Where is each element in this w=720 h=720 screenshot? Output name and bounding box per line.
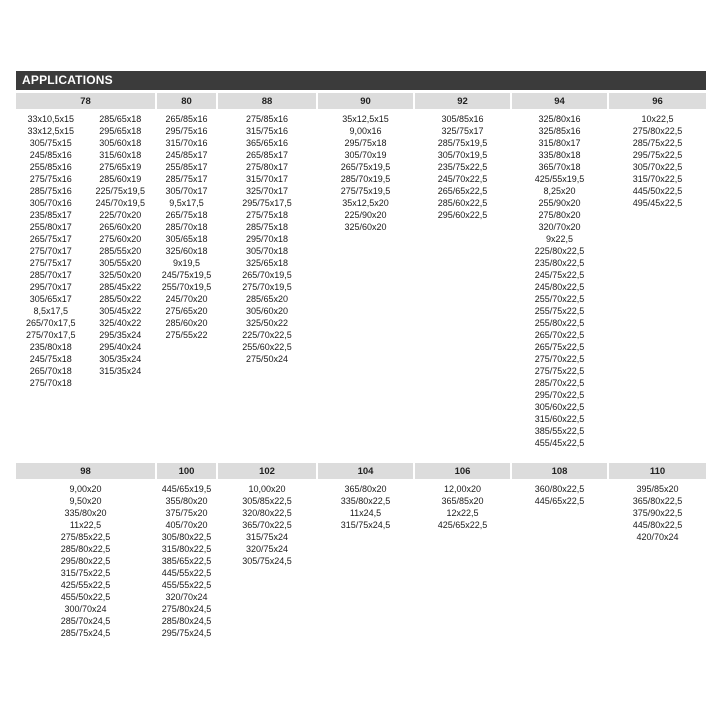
tire-size: 305/60x18 bbox=[99, 138, 142, 148]
tire-size: 285/70x22,5 bbox=[534, 378, 585, 388]
tire-size: 295/75x22,5 bbox=[632, 150, 683, 160]
size-cell bbox=[317, 479, 414, 639]
tire-size: 325/70x17 bbox=[245, 186, 289, 196]
load-index-header: 80 bbox=[156, 93, 217, 109]
size-cell bbox=[608, 479, 706, 639]
tire-size: 225/90x20 bbox=[344, 210, 387, 220]
tire-size: 265/75x18 bbox=[165, 210, 208, 220]
tire-size: 33x12,5x15 bbox=[27, 126, 75, 136]
tire-size: 305/75x24,5 bbox=[242, 556, 292, 566]
tire-size: 285/80x24,5 bbox=[161, 616, 212, 626]
size-cell bbox=[16, 109, 156, 449]
tire-size: 285/55x20 bbox=[99, 246, 142, 256]
size-list bbox=[218, 113, 316, 365]
tire-size: 295/35x24 bbox=[99, 330, 142, 340]
tire-size: 495/45x22,5 bbox=[632, 198, 683, 208]
tire-size: 425/55x19,5 bbox=[534, 174, 585, 184]
size-list bbox=[218, 483, 316, 567]
tire-size: 375/75x20 bbox=[165, 508, 208, 518]
tire-size: 245/75x18 bbox=[29, 354, 72, 364]
tire-size: 275/75x19,5 bbox=[340, 186, 391, 196]
sizes-row bbox=[16, 479, 706, 639]
tire-size: 9,00x16 bbox=[349, 126, 382, 136]
tire-size: 455/55x22,5 bbox=[161, 580, 212, 590]
load-index-header: 94 bbox=[511, 93, 608, 109]
tire-size: 245/70x19,5 bbox=[95, 198, 146, 208]
tire-size: 285/45x22 bbox=[99, 282, 142, 292]
tire-size: 305/65x17 bbox=[29, 294, 72, 304]
tire-size: 325/85x16 bbox=[538, 126, 581, 136]
tire-size: 285/75x16 bbox=[29, 186, 72, 196]
tire-size: 9x22,5 bbox=[545, 234, 574, 244]
tire-size: 315/35x24 bbox=[99, 366, 142, 376]
tire-size: 11x22,5 bbox=[69, 520, 102, 530]
tire-size: 245/85x16 bbox=[29, 150, 72, 160]
tire-size: 275/80x20 bbox=[538, 210, 581, 220]
tire-size: 325/40x22 bbox=[99, 318, 142, 328]
tire-size: 285/75x19,5 bbox=[437, 138, 488, 148]
tire-size: 300/70x24 bbox=[64, 604, 107, 614]
tire-size: 315/70x17 bbox=[245, 174, 289, 184]
tire-size: 305/70x19,5 bbox=[437, 150, 488, 160]
size-list bbox=[609, 483, 706, 543]
tire-size: 315/80x17 bbox=[538, 138, 581, 148]
tire-size: 315/75x16 bbox=[245, 126, 289, 136]
size-list bbox=[318, 483, 413, 531]
tire-size: 295/70x18 bbox=[245, 234, 289, 244]
tire-size: 335/80x18 bbox=[538, 150, 581, 160]
tire-size: 8,25x20 bbox=[543, 186, 576, 196]
tire-size: 305/70x16 bbox=[29, 198, 72, 208]
tire-size: 425/55x22,5 bbox=[60, 580, 111, 590]
size-list bbox=[512, 483, 607, 507]
tire-size: 385/55x22,5 bbox=[534, 426, 585, 436]
tire-size: 305/70x19 bbox=[344, 150, 387, 160]
tire-size: 275/80x22,5 bbox=[632, 126, 683, 136]
tire-size: 285/65x20 bbox=[245, 294, 289, 304]
tire-size: 8,5x17,5 bbox=[33, 306, 69, 316]
tire-size: 255/70x22,5 bbox=[534, 294, 585, 304]
size-cell bbox=[414, 479, 511, 639]
size-list bbox=[318, 113, 413, 233]
tire-size: 285/70x24,5 bbox=[60, 616, 111, 626]
tire-size: 255/85x17 bbox=[165, 162, 208, 172]
size-cell bbox=[414, 109, 511, 449]
tire-size: 255/90x20 bbox=[538, 198, 581, 208]
tire-size: 305/70x22,5 bbox=[632, 162, 683, 172]
tire-size: 305/60x20 bbox=[245, 306, 289, 316]
load-index-header: 98 bbox=[16, 463, 156, 479]
tire-size: 305/60x22,5 bbox=[534, 402, 585, 412]
size-cell bbox=[156, 479, 217, 639]
tire-size: 320/80x22,5 bbox=[242, 508, 292, 518]
tire-size: 225/75x19,5 bbox=[95, 186, 146, 196]
size-cell bbox=[511, 479, 608, 639]
tire-size: 245/70x22,5 bbox=[437, 174, 488, 184]
tire-size: 405/70x20 bbox=[165, 520, 208, 530]
size-cell bbox=[156, 109, 217, 449]
tire-size: 275/80x17 bbox=[245, 162, 289, 172]
tire-size: 295/80x22,5 bbox=[60, 556, 111, 566]
tire-size: 445/50x22,5 bbox=[632, 186, 683, 196]
tire-size: 355/80x20 bbox=[165, 496, 208, 506]
tire-size: 285/70x19,5 bbox=[340, 174, 391, 184]
tire-size: 325/60x20 bbox=[344, 222, 387, 232]
tire-size: 285/75x24,5 bbox=[60, 628, 111, 638]
tire-size: 315/70x16 bbox=[165, 138, 208, 148]
tire-size: 245/80x22,5 bbox=[534, 282, 585, 292]
tire-size: 285/75x17 bbox=[165, 174, 208, 184]
tire-size: 285/60x20 bbox=[165, 318, 208, 328]
tire-size: 395/85x20 bbox=[636, 484, 679, 494]
tire-size: 295/75x24,5 bbox=[161, 628, 212, 638]
load-index-header: 102 bbox=[217, 463, 317, 479]
tire-size: 295/75x16 bbox=[165, 126, 208, 136]
tire-size: 265/85x17 bbox=[245, 150, 289, 160]
tire-size: 275/65x20 bbox=[165, 306, 208, 316]
tire-size: 305/55x20 bbox=[99, 258, 142, 268]
tire-size: 305/85x16 bbox=[441, 114, 484, 124]
tire-size: 305/70x18 bbox=[245, 246, 289, 256]
tire-size: 275/75x18 bbox=[245, 210, 289, 220]
size-list bbox=[512, 113, 607, 449]
tire-size: 325/50x20 bbox=[99, 270, 142, 280]
tire-size: 305/45x22 bbox=[99, 306, 142, 316]
tire-size: 305/70x17 bbox=[165, 186, 208, 196]
tire-size: 275/85x22,5 bbox=[60, 532, 111, 542]
load-index-header: 90 bbox=[317, 93, 414, 109]
tire-size: 295/70x22,5 bbox=[534, 390, 585, 400]
tire-size: 445/65x22,5 bbox=[534, 496, 585, 506]
sizes-row bbox=[16, 109, 706, 449]
tire-size: 265/70x22,5 bbox=[534, 330, 585, 340]
tire-size: 275/80x24,5 bbox=[161, 604, 212, 614]
tire-size: 235/75x22,5 bbox=[437, 162, 488, 172]
tire-size: 265/70x18 bbox=[29, 366, 72, 376]
tire-size: 320/70x24 bbox=[165, 592, 208, 602]
tire-size: 275/65x19 bbox=[99, 162, 142, 172]
tire-size: 9,50x20 bbox=[69, 496, 102, 506]
tire-size: 295/40x24 bbox=[99, 342, 142, 352]
tire-size: 285/60x19 bbox=[99, 174, 142, 184]
load-index-header: 104 bbox=[317, 463, 414, 479]
tire-size: 235/80x22,5 bbox=[534, 258, 585, 268]
size-list bbox=[157, 483, 216, 639]
tire-size: 315/75x22,5 bbox=[60, 568, 111, 578]
tire-size: 265/75x17 bbox=[29, 234, 72, 244]
tire-size: 305/85x22,5 bbox=[242, 496, 292, 506]
tire-size: 235/80x18 bbox=[29, 342, 72, 352]
tire-size: 365/70x22,5 bbox=[242, 520, 292, 530]
tire-size: 360/80x22,5 bbox=[534, 484, 585, 494]
tire-size: 275/70x17,5 bbox=[25, 330, 76, 340]
tire-size: 35x12,5x15 bbox=[342, 114, 389, 124]
load-index-header: 106 bbox=[414, 463, 511, 479]
tire-size: 325/75x17 bbox=[441, 126, 484, 136]
tire-size: 10x22,5 bbox=[641, 114, 674, 124]
tire-size: 305/75x15 bbox=[29, 138, 72, 148]
tire-size: 225/70x20 bbox=[99, 210, 142, 220]
load-index-header: 108 bbox=[511, 463, 608, 479]
load-index-header: 110 bbox=[608, 463, 706, 479]
tire-size: 225/80x22,5 bbox=[534, 246, 585, 256]
tire-size: 295/75x17,5 bbox=[242, 198, 292, 208]
tire-size: 12x22,5 bbox=[446, 508, 479, 518]
tire-size: 295/60x22,5 bbox=[437, 210, 488, 220]
tire-size: 285/50x22 bbox=[99, 294, 142, 304]
tire-size: 295/70x17 bbox=[29, 282, 72, 292]
load-index-header: 96 bbox=[608, 93, 706, 109]
tire-size: 315/75x24,5 bbox=[340, 520, 391, 530]
tire-size: 35x12,5x20 bbox=[342, 198, 389, 208]
tire-size: 11x24,5 bbox=[349, 508, 382, 518]
load-index-table-1 bbox=[16, 93, 706, 449]
tire-size: 320/75x24 bbox=[245, 544, 289, 554]
tire-size: 385/65x22,5 bbox=[161, 556, 212, 566]
tire-size: 365/65x16 bbox=[245, 138, 289, 148]
size-list bbox=[86, 113, 156, 389]
size-list bbox=[16, 483, 155, 639]
load-index-header: 100 bbox=[156, 463, 217, 479]
tire-size: 245/75x19,5 bbox=[161, 270, 212, 280]
size-cell bbox=[317, 109, 414, 449]
tire-size: 305/65x18 bbox=[165, 234, 208, 244]
tire-size: 335/80x22,5 bbox=[340, 496, 391, 506]
tire-size: 275/75x16 bbox=[29, 174, 72, 184]
tire-size: 420/70x24 bbox=[636, 532, 679, 542]
header-row bbox=[16, 93, 706, 109]
tire-size: 285/75x18 bbox=[245, 222, 289, 232]
size-cell bbox=[608, 109, 706, 449]
size-list bbox=[415, 113, 510, 221]
tire-size: 275/70x17 bbox=[29, 246, 72, 256]
load-index-header: 88 bbox=[217, 93, 317, 109]
tire-size: 265/70x19,5 bbox=[242, 270, 292, 280]
tire-size: 265/75x22,5 bbox=[534, 342, 585, 352]
tire-size: 9x19,5 bbox=[172, 258, 201, 268]
size-list bbox=[16, 113, 86, 389]
tire-size: 315/60x18 bbox=[99, 150, 142, 160]
tire-size: 275/85x16 bbox=[245, 114, 289, 124]
tire-size: 275/70x18 bbox=[29, 378, 72, 388]
tire-size: 265/65x22,5 bbox=[437, 186, 488, 196]
tire-size: 255/85x16 bbox=[29, 162, 72, 172]
size-cell bbox=[511, 109, 608, 449]
tire-size: 235/85x17 bbox=[29, 210, 72, 220]
tire-size: 375/90x22,5 bbox=[632, 508, 683, 518]
tire-size: 33x10,5x15 bbox=[27, 114, 75, 124]
tire-size: 335/80x20 bbox=[64, 508, 107, 518]
tire-size: 285/70x17 bbox=[29, 270, 72, 280]
size-list bbox=[415, 483, 510, 531]
tire-size: 255/60x22,5 bbox=[242, 342, 292, 352]
size-cell bbox=[217, 109, 317, 449]
tire-size: 285/60x22,5 bbox=[437, 198, 488, 208]
tire-size: 245/75x22,5 bbox=[534, 270, 585, 280]
tire-size: 325/50x22 bbox=[245, 318, 289, 328]
tire-size: 455/45x22,5 bbox=[534, 438, 585, 448]
size-cell bbox=[16, 479, 156, 639]
tire-size: 305/80x22,5 bbox=[161, 532, 212, 542]
tire-size: 265/60x20 bbox=[99, 222, 142, 232]
tire-size: 365/80x20 bbox=[344, 484, 387, 494]
load-index-table-2 bbox=[16, 463, 706, 639]
header-row bbox=[16, 463, 706, 479]
tire-size: 9,5x17,5 bbox=[169, 198, 204, 208]
tire-size: 245/70x20 bbox=[165, 294, 208, 304]
tire-size: 265/70x17,5 bbox=[25, 318, 76, 328]
tire-size: 255/80x17 bbox=[29, 222, 72, 232]
load-index-header: 78 bbox=[16, 93, 156, 109]
tire-size: 315/80x22,5 bbox=[161, 544, 212, 554]
tire-size: 9,00x20 bbox=[69, 484, 102, 494]
tire-size: 285/80x22,5 bbox=[60, 544, 111, 554]
tire-size: 445/55x22,5 bbox=[161, 568, 212, 578]
tire-size: 265/85x16 bbox=[165, 114, 208, 124]
tire-size: 305/35x24 bbox=[99, 354, 142, 364]
load-index-header: 92 bbox=[414, 93, 511, 109]
tire-size: 10,00x20 bbox=[248, 484, 286, 494]
tire-size: 315/70x22,5 bbox=[632, 174, 683, 184]
tire-size: 445/80x22,5 bbox=[632, 520, 683, 530]
tire-size: 275/70x19,5 bbox=[242, 282, 292, 292]
tire-size: 365/70x18 bbox=[538, 162, 581, 172]
size-list bbox=[157, 113, 216, 341]
tire-size: 365/80x22,5 bbox=[632, 496, 683, 506]
tire-size: 12,00x20 bbox=[443, 484, 482, 494]
size-list bbox=[609, 113, 706, 209]
tire-size: 275/75x22,5 bbox=[534, 366, 585, 376]
applications-header: APPLICATIONS bbox=[16, 71, 706, 90]
tire-size: 275/75x17 bbox=[29, 258, 72, 268]
tire-size: 325/60x18 bbox=[165, 246, 208, 256]
tire-size: 295/75x18 bbox=[344, 138, 387, 148]
size-cell bbox=[217, 479, 317, 639]
tire-size: 285/70x18 bbox=[165, 222, 208, 232]
tire-size: 365/85x20 bbox=[441, 496, 484, 506]
tire-size: 275/60x20 bbox=[99, 234, 142, 244]
tire-size: 285/75x22,5 bbox=[632, 138, 683, 148]
tire-size: 255/75x22,5 bbox=[534, 306, 585, 316]
tire-size: 315/75x24 bbox=[245, 532, 289, 542]
tire-size: 275/50x24 bbox=[245, 354, 289, 364]
tire-size: 425/65x22,5 bbox=[437, 520, 488, 530]
tire-size: 325/65x18 bbox=[245, 258, 289, 268]
tire-size: 275/55x22 bbox=[165, 330, 208, 340]
tire-size: 320/70x20 bbox=[538, 222, 581, 232]
tire-size: 455/50x22,5 bbox=[60, 592, 111, 602]
tire-size: 265/75x19,5 bbox=[340, 162, 391, 172]
tire-size: 225/70x22,5 bbox=[242, 330, 292, 340]
tire-size: 325/80x16 bbox=[538, 114, 581, 124]
tire-size: 285/65x18 bbox=[99, 114, 142, 124]
tire-size: 255/70x19,5 bbox=[161, 282, 212, 292]
tire-size: 295/65x18 bbox=[99, 126, 142, 136]
tire-size: 275/70x22,5 bbox=[534, 354, 585, 364]
tire-size: 255/80x22,5 bbox=[534, 318, 585, 328]
tire-size: 245/85x17 bbox=[165, 150, 208, 160]
tire-size: 315/60x22,5 bbox=[534, 414, 585, 424]
tire-size: 445/65x19,5 bbox=[161, 484, 212, 494]
